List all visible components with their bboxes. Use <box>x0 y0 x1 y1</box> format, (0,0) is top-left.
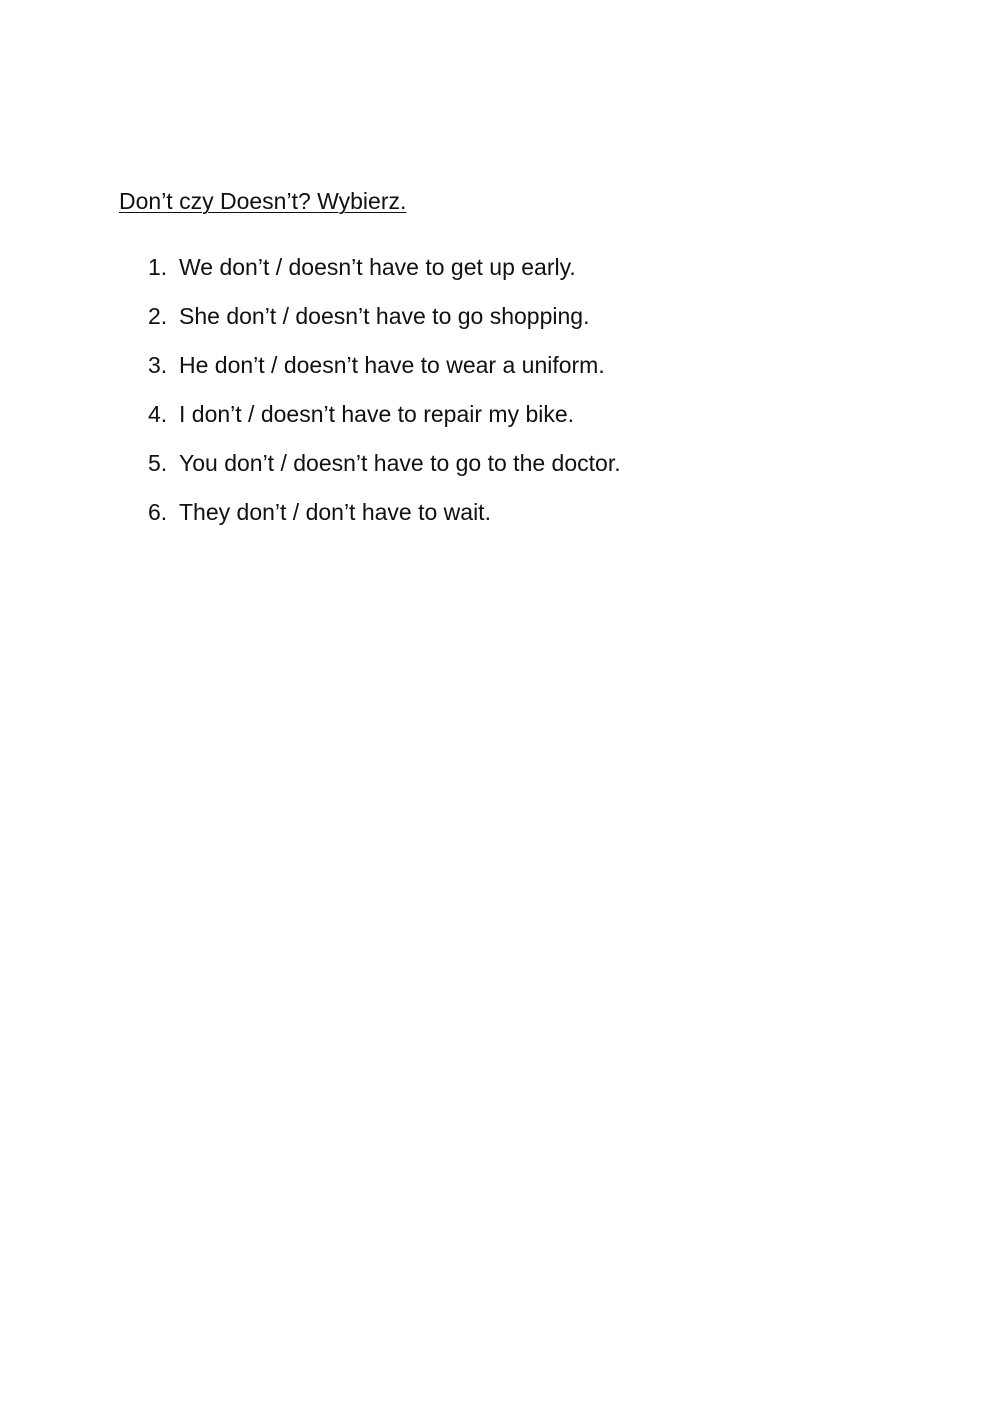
item-number: 6. <box>148 499 168 525</box>
list-item <box>148 301 621 350</box>
item-sentence: He don’t / doesn’t have to wear a uniform. <box>179 352 605 378</box>
item-sentence: They don’t / don’t have to wait. <box>179 499 491 525</box>
worksheet-title: Don’t czy Doesn’t? Wybierz. <box>119 188 407 214</box>
item-number: 1. <box>148 254 168 280</box>
item-number: 2. <box>148 303 168 329</box>
exercise-list <box>148 252 621 546</box>
item-number: 5. <box>148 450 168 476</box>
item-sentence: We don’t / doesn’t have to get up early. <box>179 254 576 280</box>
list-item <box>148 252 621 301</box>
item-sentence: You don’t / doesn’t have to go to the doctor. <box>179 450 621 476</box>
item-sentence: She don’t / doesn’t have to go shopping. <box>179 303 590 329</box>
list-item <box>148 448 621 497</box>
item-sentence: I don’t / doesn’t have to repair my bike. <box>179 401 575 427</box>
list-item <box>148 497 621 546</box>
item-number: 3. <box>148 352 168 378</box>
list-item <box>148 399 621 448</box>
item-number: 4. <box>148 401 168 427</box>
list-item <box>148 350 621 399</box>
